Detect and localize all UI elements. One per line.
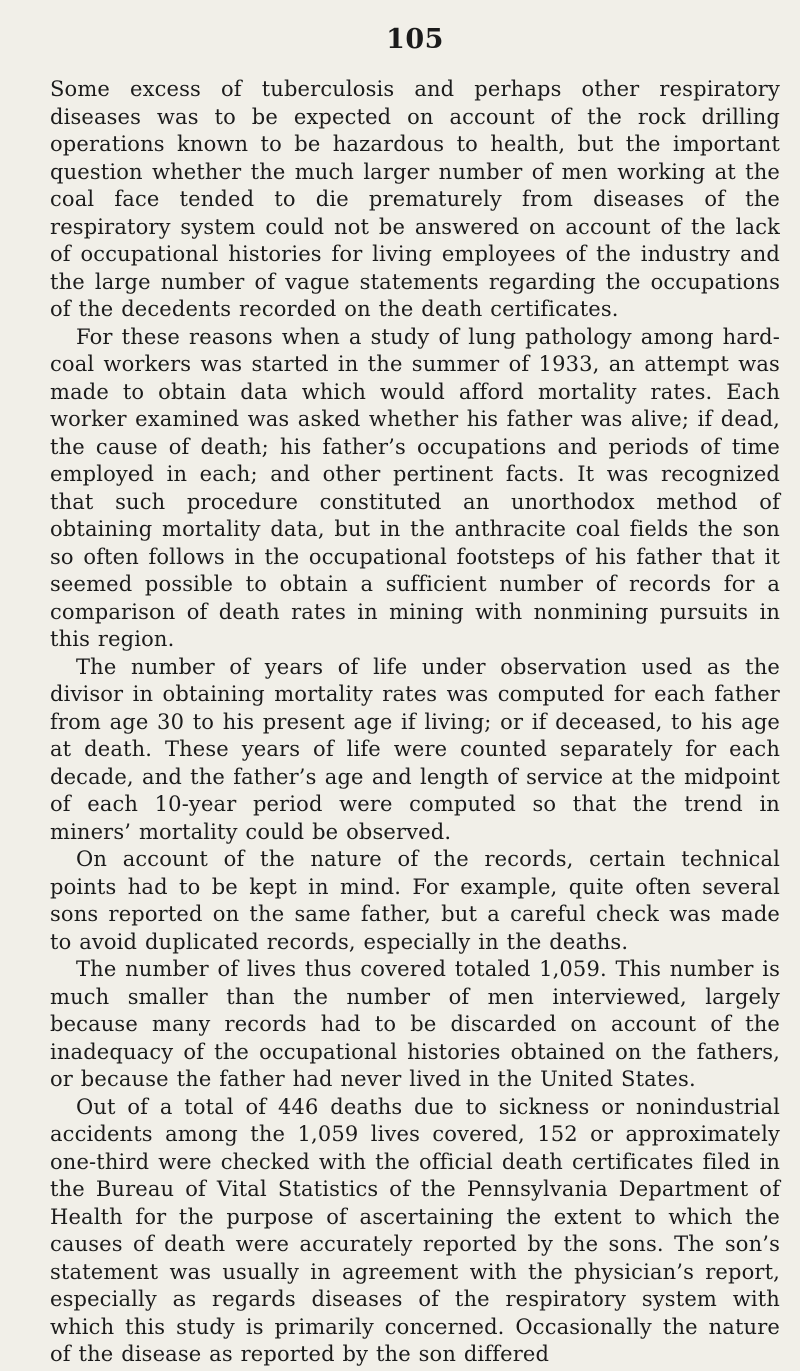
paragraph: For these reasons when a study of lung pathology among hard-coal workers was started in the summer of 1933, an attempt was made to obtain data which would afford mortality rates. Each worker examined was asked whether his father was alive; if dead, the cause of death; his father’s occupations and periods of time employed in each; and other pertinent facts. It was recognized that such procedure constituted an unorthodox method of obtaining mortality data, but in the anthracite coal fields the son so often follows in the occupational footsteps of his father that it seemed possible to obtain a sufficient number of records for a comparison of death rates in mining with nonmining pursuits in this region.: [50, 324, 780, 651]
paragraph: Some excess of tuberculosis and perhaps other respiratory diseases was to be expected on account of the rock drilling operations known to be hazardous to health, but the important question whether the much larger number of men working at the coal face tended to die prematurely from diseases of the respiratory system could not be answered on account of the lack of occupational histories for living employees of the industry and the large number of vague statements regarding the occupations of the decedents recorded on the death certificates.: [50, 77, 780, 321]
page-number: 105: [386, 24, 444, 55]
paragraph: On account of the nature of the records, certain technical points had to be kept in mind. For example, quite often several sons reported on the same father, but a careful check was made to avoid duplicated records, especially in the deaths.: [50, 847, 780, 954]
paragraph: Out of a total of 446 deaths due to sickness or nonindustrial accidents among the 1,059 lives covered, 152 or approximately one-third were checked with the official death certificates filed in the Bureau of Vital Statistics of the Pennsylvania Department of Health for the purpose of ascertaining the extent to which the causes of death were accurately reported by the sons. The son’s statement was usually in agreement with the physician’s report, especially as regards diseases of the respiratory system with which this study is primarily concerned. Occasionally the nature of the disease as reported by the son differed: [50, 1094, 780, 1366]
body-text: [50, 76, 780, 1369]
paragraph: The number of lives thus covered totaled 1,059. This number is much smaller than the number of men interviewed, largely because many records had to be discarded on account of the inadequacy of the occupational histories obtained on the fathers, or because the father had never lived in the United States.: [50, 957, 780, 1091]
document-page: [50, 22, 780, 1366]
paragraph: The number of years of life under observation used as the divisor in obtaining mortality rates was computed for each father from age 30 to his present age if living; or if deceased, to his age at death. These years of life were counted separately for each decade, and the father’s age and length of service at the midpoint of each 10-year period were computed so that the trend in miners’ mortality could be observed.: [50, 654, 780, 844]
